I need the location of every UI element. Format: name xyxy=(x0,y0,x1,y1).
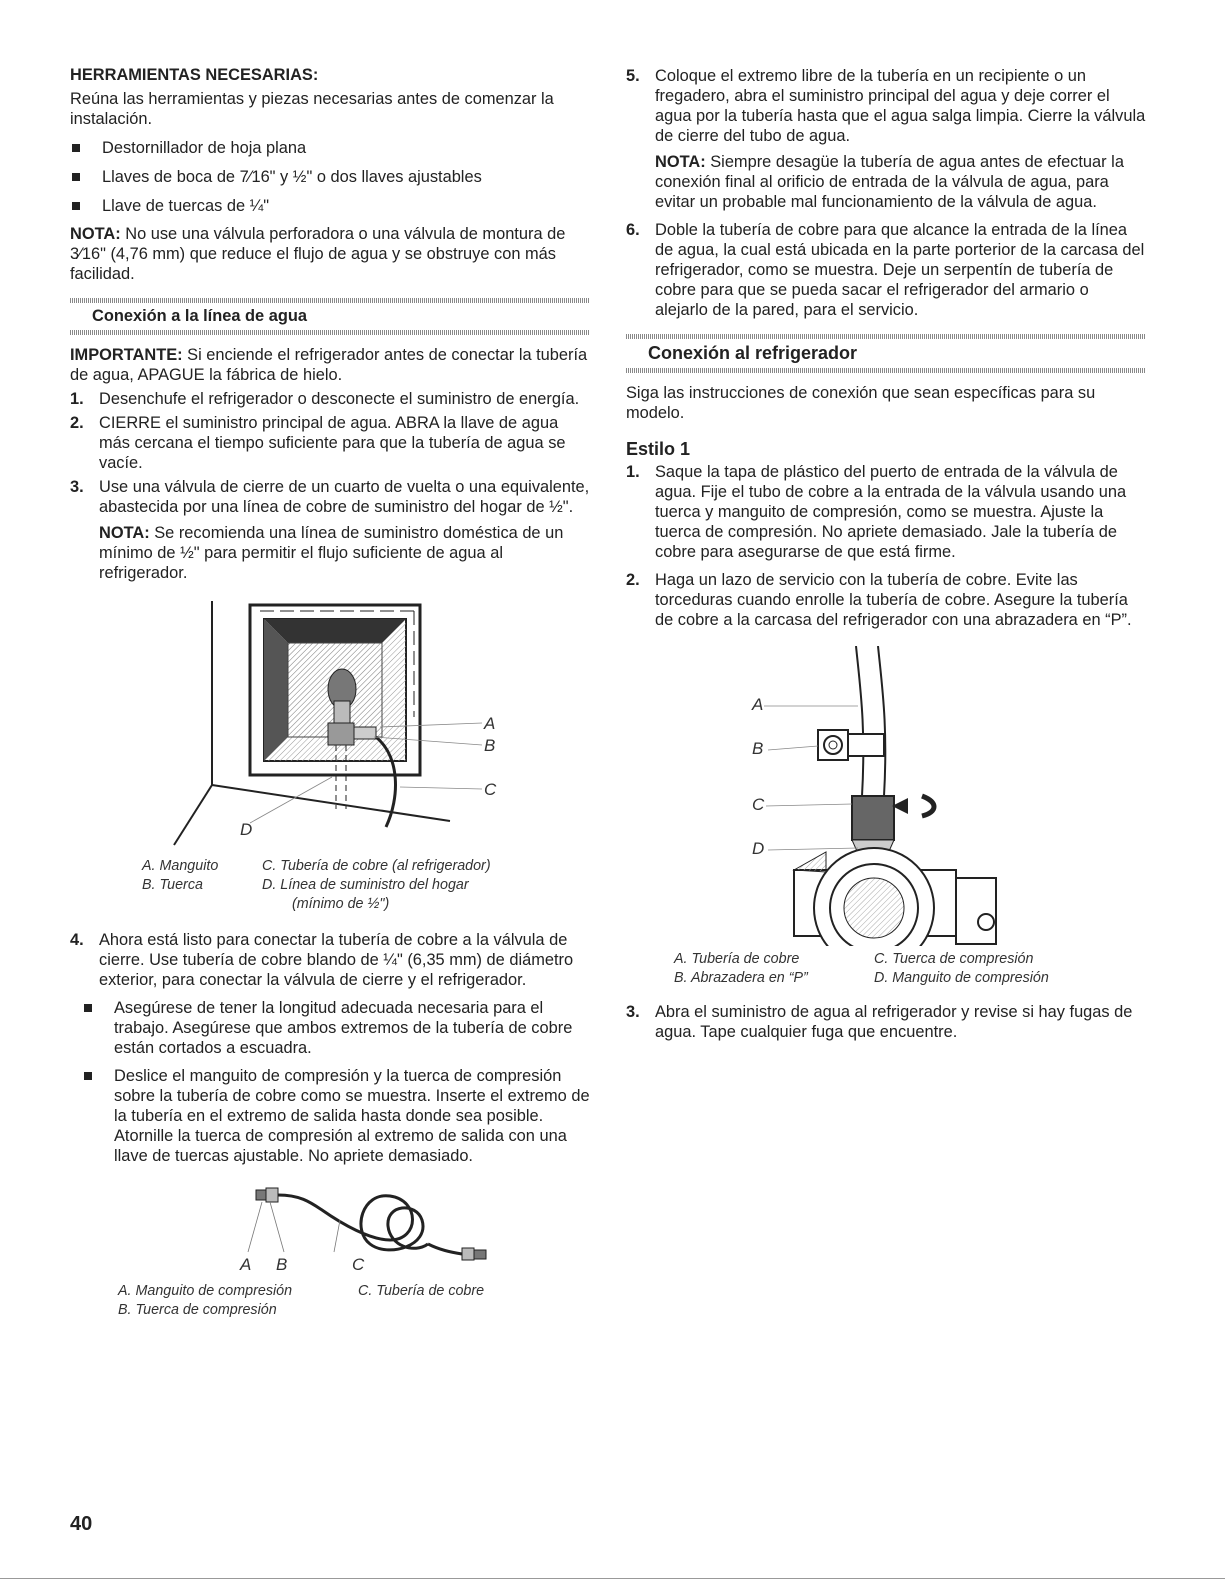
caption-d: D. Línea de suministro del hogar xyxy=(262,877,469,893)
left-column xyxy=(70,66,590,1320)
fig3-label-d: D xyxy=(752,839,765,858)
style-heading: Estilo 1 xyxy=(626,439,691,459)
fig3-caption xyxy=(626,950,1146,988)
fig2-caption-right xyxy=(358,1282,484,1320)
fig2-label-b: B xyxy=(276,1255,288,1274)
step4-bullet: Deslice el manguito de compresión y la tuerca de compresión sobre la tubería de cobre como se muestra. Inserte el extremo de la tubería en el extremo de salida hasta donde sea posible. Atornille la tuerca de compresión al extremo de salida con una llave de tuercas ajustable. No apriete demasiado. xyxy=(70,1066,590,1166)
note-label: NOTA: xyxy=(70,225,121,243)
step-item xyxy=(70,389,590,409)
fig2-label-c: C xyxy=(352,1255,365,1274)
step-number: 1. xyxy=(626,463,640,481)
step-number: 4. xyxy=(70,931,84,949)
step-item xyxy=(626,462,1146,562)
step-text: Haga un lazo de servicio con la tubería de cobre. Evite las torceduras cuando enrolle la tubería de cobre. Asegure la tubería de cobre a la carcasa del refrigerador con una abrazadera en “P”. xyxy=(655,571,1132,629)
tools-note xyxy=(70,224,590,284)
step-text: Coloque el extremo libre de la tubería en un recipiente o un fregadero, abra el suministro principal del agua y deje correr el agua por la tubería hasta que el agua salga limpia. Cierre la válvula de cierre del tubo de agua. xyxy=(655,67,1146,145)
section-rule xyxy=(70,330,590,335)
step-item xyxy=(70,930,590,990)
step-number: 1. xyxy=(70,390,84,408)
fig1-caption-left xyxy=(70,857,262,914)
step-number: 2. xyxy=(70,414,84,432)
step-number: 3. xyxy=(626,1003,640,1021)
step-number: 3. xyxy=(70,478,84,496)
inlet-connection-illustration xyxy=(626,646,1146,946)
fig3-caption-left xyxy=(626,950,874,988)
fig3-label-a: A xyxy=(752,695,764,714)
note-label: NOTA: xyxy=(655,153,706,171)
caption-c: C. Tubería de cobre xyxy=(358,1283,485,1299)
note-text: No use una válvula perforadora o una válvula de montura de 3⁄16" (4,76 mm) que reduce el flujo de agua y se obstruye con más facilidad. xyxy=(70,225,566,283)
step-item xyxy=(626,570,1146,630)
fig1-caption xyxy=(70,857,590,914)
section-title: Conexión a la línea de agua xyxy=(92,307,307,325)
step4-bullets xyxy=(70,998,590,1166)
important-label: IMPORTANTE: xyxy=(70,346,183,364)
tool-item: Llaves de boca de 7⁄16" y ½" o dos llaves ajustables xyxy=(70,167,590,187)
note-text: Se recomienda una línea de suministro doméstica de un mínimo de ½" para permitir el flujo suficiente de agua al refrigerador. xyxy=(99,524,564,582)
page-number: 40 xyxy=(70,1513,93,1535)
note-text: Siempre desagüe la tubería de agua antes de efectuar la conexión final al orificio de entrada de la válvula de agua, para evitar un probable mal funcionamiento de la válvula de agua. xyxy=(655,153,1124,211)
step4-bullet: Asegúrese de tener la longitud adecuada necesaria para el trabajo. Asegúrese que ambos extremos de la tubería de cobre están cortados a escuadra. xyxy=(70,998,590,1058)
caption-d-cont: (mínimo de ½") xyxy=(292,896,390,912)
step3-note xyxy=(70,523,590,583)
step-item xyxy=(70,477,590,517)
important-note xyxy=(70,345,590,385)
caption-a: A. Tubería de cobre xyxy=(674,951,800,967)
caption-b: B. Tuerca xyxy=(142,877,203,893)
right-column xyxy=(626,66,1146,1042)
step-text: Use una válvula de cierre de un cuarto de vuelta o una equivalente, abastecida por una línea de cobre de suministro del hogar de ½". xyxy=(99,478,590,516)
caption-a: A. Manguito de compresión xyxy=(118,1283,293,1299)
caption-c: C. Tuerca de compresión xyxy=(874,951,1034,967)
fig2-caption-left xyxy=(70,1282,358,1320)
caption-b: B. Abrazadera en “P” xyxy=(674,970,808,986)
step-item xyxy=(70,413,590,473)
note-label: NOTA: xyxy=(99,524,150,542)
step-text: Saque la tapa de plástico del puerto de entrada de la válvula de agua. Fije el tubo de cobre a la entrada de la válvula usando una tuerca y manguito de compresión, como se muestra. Ajuste la tuerca de compresión. No apriete demasiado. Jale la tubería de cobre para asegurarse de que está firme. xyxy=(655,463,1127,561)
valve-illustration xyxy=(70,597,590,859)
valve-drawing xyxy=(70,597,590,859)
step-text: Desenchufe el refrigerador o desconecte el suministro de energía. xyxy=(99,390,580,408)
fig2-caption xyxy=(70,1282,590,1320)
step-text: Abra el suministro de agua al refrigerador y revise si hay fugas de agua. Tape cualquier fuga que encuentre. xyxy=(655,1003,1133,1041)
step-number: 5. xyxy=(626,67,640,85)
fig1-label-c: C xyxy=(484,780,497,799)
tubing-drawing xyxy=(70,1180,590,1276)
step-item xyxy=(626,220,1146,320)
section-water-line xyxy=(70,298,590,335)
section-title: Conexión al refrigerador xyxy=(648,343,858,363)
section-refrigerator-connection xyxy=(626,334,1146,373)
step-item xyxy=(626,1002,1146,1042)
tools-heading: HERRAMIENTAS NECESARIAS: xyxy=(70,66,319,84)
caption-d: D. Manguito de compresión xyxy=(874,970,1049,986)
fig3-label-c: C xyxy=(752,795,765,814)
step-text: Ahora está listo para conectar la tubería de cobre a la válvula de cierre. Use tubería de cobre blando de ¼" (6,35 mm) de diámetro exterior, para conectar la válvula de cierre y el refrigerador. xyxy=(99,931,574,989)
fig1-label-a: A xyxy=(484,714,496,733)
step-text: Doble la tubería de cobre para que alcance la entrada de la línea de agua, la cual está ubicada en la parte porterior de la carcasa del refrigerador, como se muestra. Deje un serpentín de tubería de cobre para que se pueda sacar el refrigerador del armario o alejarlo de la pared, para el servicio. xyxy=(655,221,1145,319)
tool-item: Destornillador de hoja plana xyxy=(70,138,590,158)
step-number: 2. xyxy=(626,571,640,589)
step-text: CIERRE el suministro principal de agua. ABRA la llave de agua más cercana el tiempo suficiente para que la tubería de agua se vacíe. xyxy=(99,414,566,472)
tools-intro: Reúna las herramientas y piezas necesarias antes de comenzar la instalación. xyxy=(70,90,554,128)
important-text: Si enciende el refrigerador antes de conectar la tubería de agua, APAGUE la fábrica de hielo. xyxy=(70,346,588,384)
tool-item: Llave de tuercas de ¼" xyxy=(70,196,590,216)
caption-b: B. Tuerca de compresión xyxy=(118,1302,277,1318)
fig1-caption-right xyxy=(262,857,491,914)
caption-a: A. Manguito xyxy=(142,858,219,874)
tubing-illustration xyxy=(70,1180,590,1276)
section-rule xyxy=(626,368,1146,373)
page-bottom-rule xyxy=(0,1578,1225,1579)
fig1-label-d: D xyxy=(240,820,253,839)
fig3-label-b: B xyxy=(752,739,764,758)
section-intro: Siga las instrucciones de conexión que sean específicas para su modelo. xyxy=(626,384,1096,422)
caption-c: C. Tubería de cobre (al refrigerador) xyxy=(262,858,491,874)
inlet-drawing xyxy=(626,646,1146,946)
fig3-caption-right xyxy=(874,950,1049,988)
step5-note xyxy=(626,152,1146,212)
step-number: 6. xyxy=(626,221,640,239)
step-item xyxy=(626,66,1146,146)
fig1-label-b: B xyxy=(484,736,496,755)
fig2-label-a: A xyxy=(240,1255,252,1274)
